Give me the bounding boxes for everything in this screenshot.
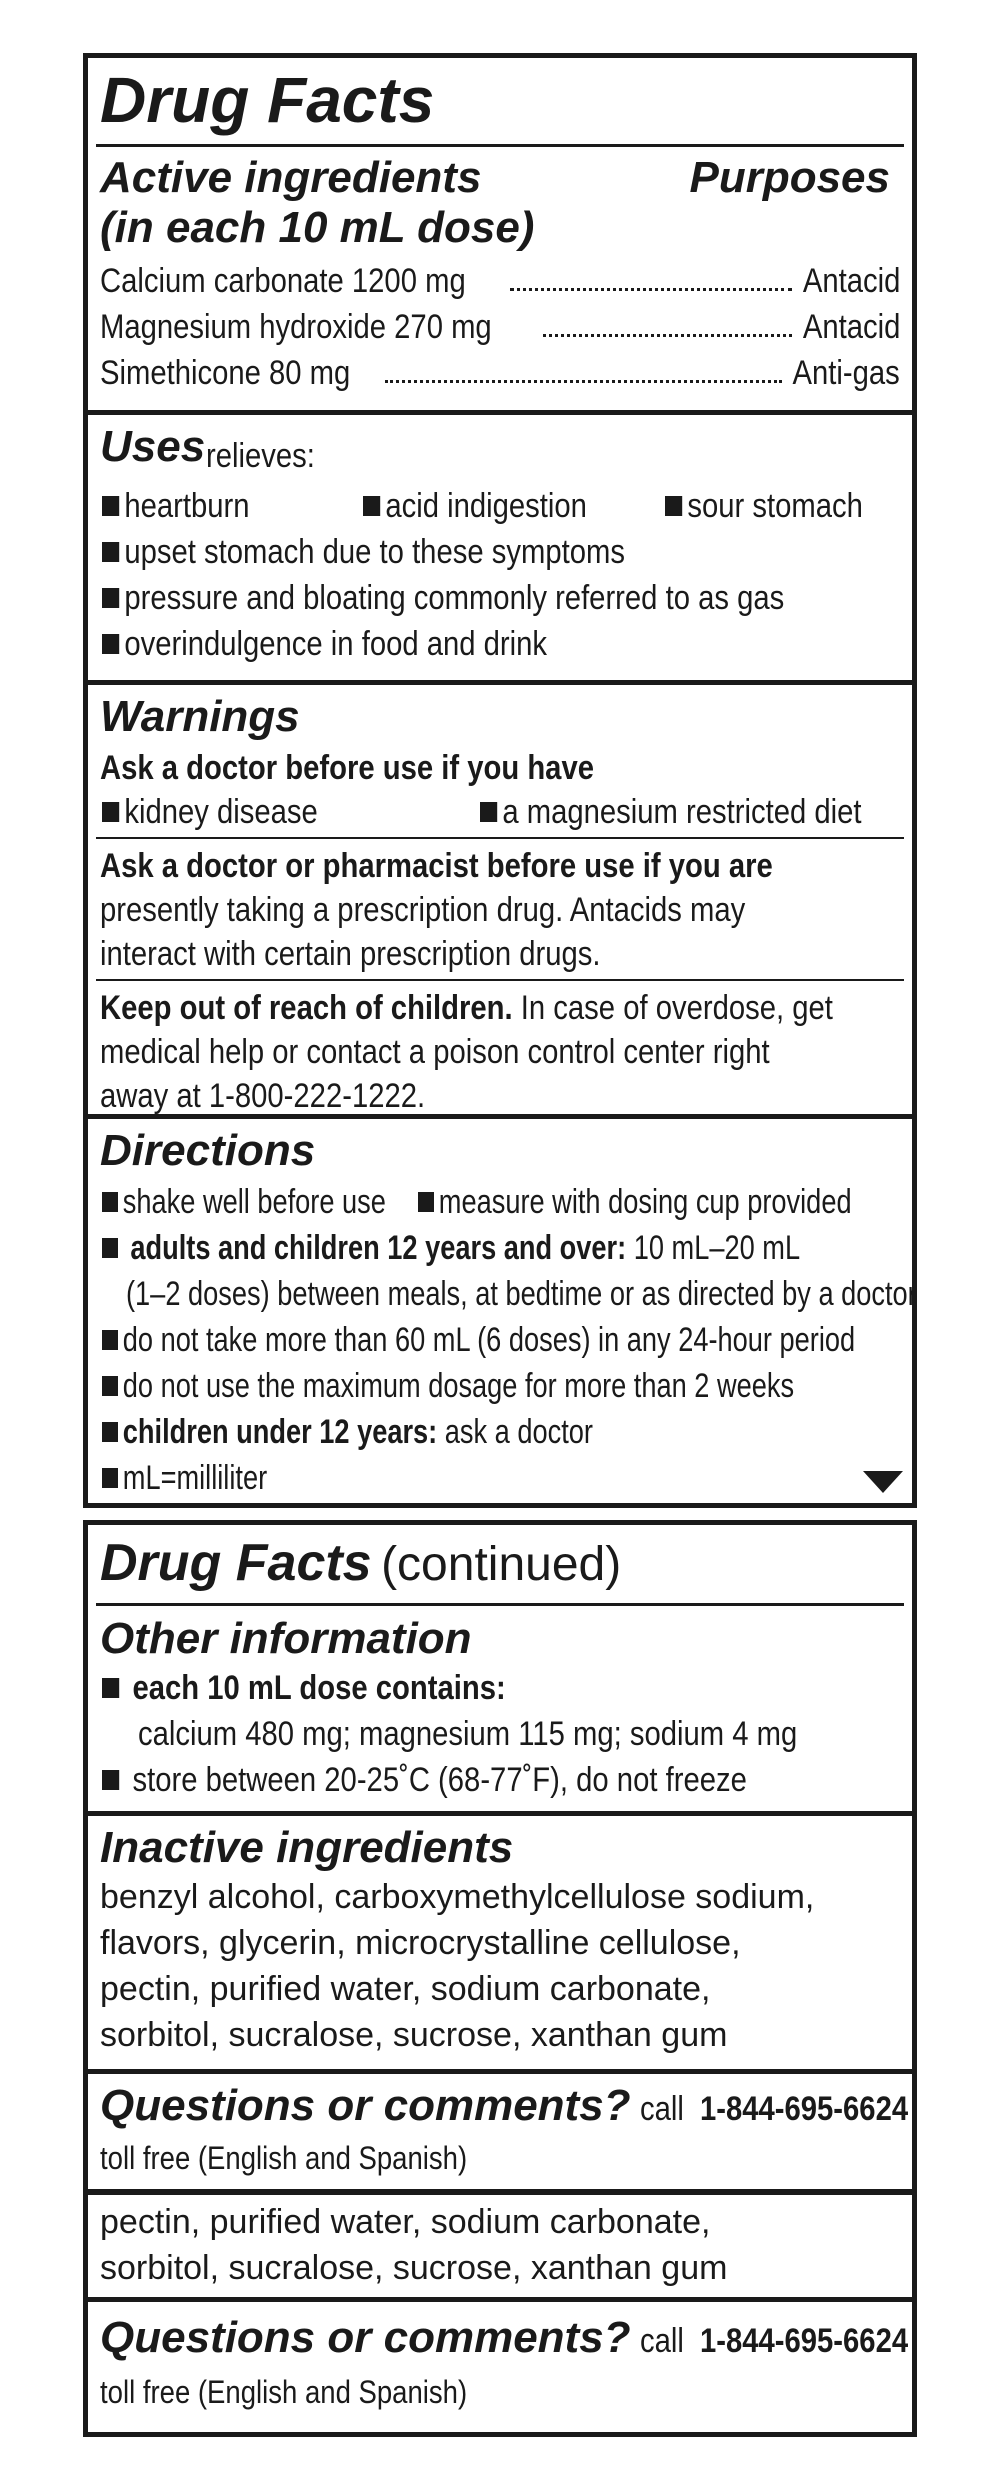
purposes-heading: Purposes — [689, 153, 890, 202]
ingredient-row: Magnesium hydroxide 270 mg — [100, 308, 492, 346]
warning-text: away at 1-800-222-1222. — [100, 1077, 426, 1115]
drug-facts-continued-panel — [83, 1520, 917, 2437]
questions-repeat-section — [88, 2297, 912, 2432]
questions-line: Questions or comments? call 1-844-695-6624 — [100, 2081, 909, 2130]
continued-arrow-icon — [863, 1471, 903, 1493]
ingredient-row: Simethicone 80 mg — [100, 354, 351, 392]
warnings-heading: Warnings — [100, 692, 300, 741]
title-rule — [96, 144, 904, 147]
list-item: kidney disease — [102, 795, 318, 829]
ingredient-purpose: Antacid — [802, 262, 900, 300]
bullet — [102, 1770, 119, 1790]
list-item: heartburn — [102, 489, 250, 523]
title-rule — [96, 1603, 904, 1606]
list-item: adults and children 12 years and over: 10 mL–20 mL — [102, 1231, 800, 1265]
questions-section — [88, 2069, 912, 2189]
list-item: store between 20-25˚C (68-77˚F), do not freeze — [102, 1763, 747, 1797]
bullet — [102, 1468, 118, 1488]
divider — [96, 979, 904, 981]
ingredient-row: Calcium carbonate 1200 mg — [100, 262, 466, 300]
drug-facts-continued-title: Drug Facts (continued) — [100, 1534, 622, 1592]
bullet — [102, 634, 119, 654]
inactive-ingredients-line: sorbitol, sucralose, sucrose, xanthan gum — [100, 2249, 728, 2287]
toll-free-text: toll free (English and Spanish) — [100, 2140, 468, 2176]
warning-text: presently taking a prescription drug. Antacids may — [100, 891, 746, 929]
list-item: children under 12 years: ask a doctor — [102, 1415, 593, 1449]
bullet — [418, 1192, 434, 1212]
ingredient-purpose: Antacid — [802, 308, 900, 346]
bullet — [665, 496, 682, 516]
warning-text: medical help or contact a poison control center right — [100, 1033, 770, 1071]
inactive-ingredients-line: pectin, purified water, sodium carbonate, — [100, 2203, 711, 2241]
inactive-ingredients-line: pectin, purified water, sodium carbonate, — [100, 1970, 711, 2008]
drug-facts-panel — [83, 53, 917, 1508]
uses-lead: relieves: — [206, 437, 315, 475]
drug-facts-title: Drug Facts — [100, 64, 435, 136]
other-information-heading: Other information — [100, 1614, 472, 1663]
inactive-ingredients-section — [88, 1811, 912, 2069]
uses-section — [88, 410, 912, 680]
ask-pharmacist-heading: Ask a doctor or pharmacist before use if you are — [100, 847, 773, 885]
bullet — [363, 496, 380, 516]
bullet — [102, 1422, 118, 1442]
directions-heading: Directions — [100, 1126, 316, 1175]
list-item: upset stomach due to these symptoms — [102, 535, 625, 569]
list-item: measure with dosing cup provided — [418, 1185, 852, 1219]
dot-leader — [510, 288, 792, 291]
ingredient-purpose: Anti-gas — [792, 354, 900, 392]
bullet — [102, 588, 119, 608]
bullet — [102, 802, 119, 822]
list-item: do not take more than 60 mL (6 doses) in any 24-hour period — [102, 1323, 855, 1357]
list-item: a magnesium restricted diet — [480, 795, 862, 829]
directions-section — [88, 1114, 917, 1503]
bullet — [102, 1238, 118, 1258]
list-item: overindulgence in food and drink — [102, 627, 547, 661]
dot-leader — [543, 334, 792, 337]
uses-heading: Uses — [100, 422, 206, 471]
warnings-section — [88, 680, 912, 1114]
bullet — [102, 1376, 118, 1396]
list-item: do not use the maximum dosage for more than 2 weeks — [102, 1369, 794, 1403]
duplicate-fragment-section — [88, 2189, 912, 2297]
keep-out-text: Keep out of reach of children. In case of overdose, get — [100, 989, 833, 1027]
bullet — [102, 542, 119, 562]
bullet — [102, 1678, 119, 1698]
divider — [96, 837, 904, 839]
inactive-ingredients-line: flavors, glycerin, microcrystalline cellulose, — [100, 1924, 741, 1962]
list-item-continued: (1–2 doses) between meals, at bedtime or as directed by a doctor — [126, 1275, 917, 1313]
questions-line: Questions or comments? call 1-844-695-6624 — [100, 2313, 909, 2362]
inactive-ingredients-line: benzyl alcohol, carboxymethylcellulose sodium, — [100, 1878, 815, 1916]
inactive-ingredients-heading: Inactive ingredients — [100, 1823, 514, 1872]
bullet — [102, 496, 119, 516]
dot-leader — [385, 380, 782, 383]
active-ingredients-subheading: (in each 10 mL dose) — [100, 203, 535, 252]
list-item: pressure and bloating commonly referred to as gas — [102, 581, 784, 615]
inactive-ingredients-line: sorbitol, sucralose, sucrose, xanthan gum — [100, 2016, 728, 2054]
list-item: mL=milliliter — [102, 1461, 267, 1495]
active-ingredients-heading: Active ingredients — [100, 153, 482, 202]
warning-text: interact with certain prescription drugs. — [100, 935, 601, 973]
list-item: sour stomach — [665, 489, 863, 523]
bullet — [480, 802, 497, 822]
ask-doctor-heading: Ask a doctor before use if you have — [100, 749, 594, 787]
list-item: acid indigestion — [363, 489, 587, 523]
list-item: each 10 mL dose contains: — [102, 1671, 506, 1705]
list-item-continued: calcium 480 mg; magnesium 115 mg; sodium 4 mg — [138, 1715, 798, 1753]
bullet — [102, 1330, 118, 1350]
toll-free-text: toll free (English and Spanish) — [100, 2374, 468, 2410]
bullet — [102, 1192, 118, 1212]
list-item: shake well before use — [102, 1185, 386, 1219]
